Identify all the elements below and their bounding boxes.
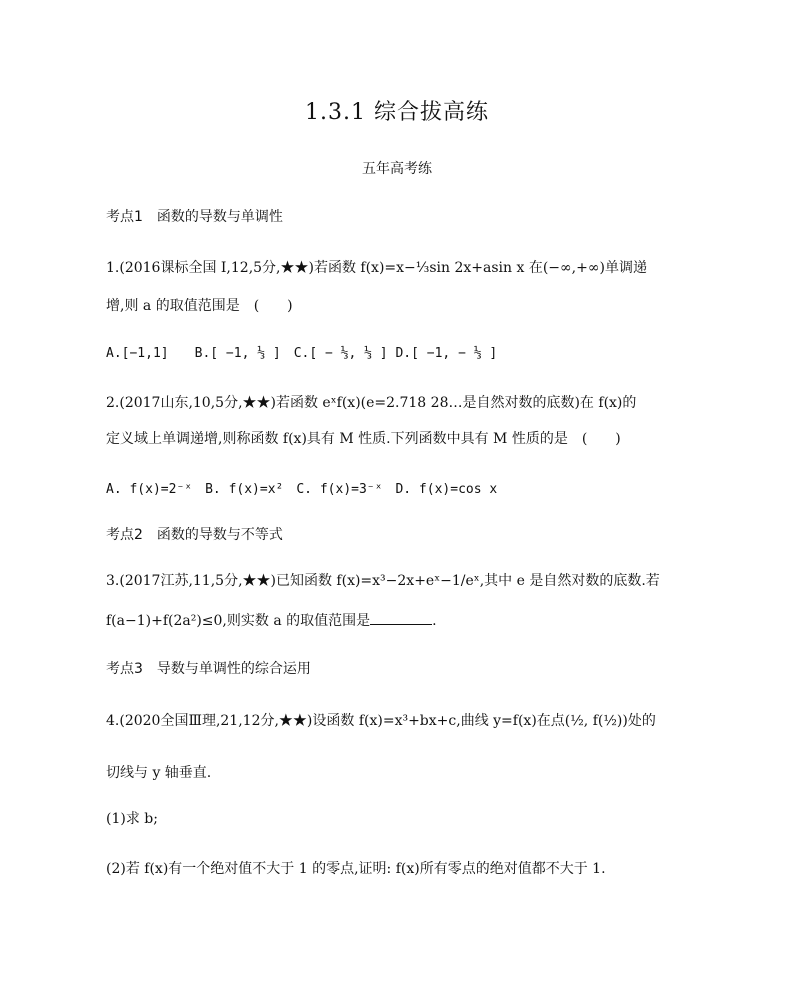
question-1-line-2: 增,则 a 的取值范围是 ( ): [106, 298, 293, 314]
question-2-options: A. f(x)=2⁻ˣ B. f(x)=x² C. f(x)=3⁻ˣ D. f(x)=cos x: [106, 482, 498, 497]
answer-blank: [370, 610, 432, 625]
question-1-options: A.[−1,1] B.[ −1, ⅓ ] C.[ − ⅓, ⅓ ] D.[ −1, − ⅓ ]: [106, 346, 498, 361]
section-heading-3: 考点3 导数与单调性的综合运用: [106, 661, 311, 677]
question-4-line-2: 切线与 y 轴垂直.: [106, 765, 212, 781]
section-heading-2: 考点2 函数的导数与不等式: [106, 527, 283, 543]
question-2-line-2: 定义域上单调递增,则称函数 f(x)具有 M 性质.下列函数中具有 M 性质的是 ( ): [106, 431, 621, 447]
question-3-line-2-end: .: [432, 613, 437, 629]
question-4-line-1: 4.(2020全国Ⅲ理,21,12分,★★)设函数 f(x)=x³+bx+c,曲线 y=f(x)在点(½, f(½))处的: [106, 713, 656, 729]
question-2-line-1: 2.(2017山东,10,5分,★★)若函数 eˣf(x)(e=2.718 28…是自然对数的底数)在 f(x)的: [106, 395, 637, 411]
question-3-line-1: 3.(2017江苏,11,5分,★★)已知函数 f(x)=x³−2x+eˣ−1/eˣ,其中 e 是自然对数的底数.若: [106, 573, 660, 589]
page-subtitle: 五年高考练: [362, 161, 432, 177]
question-4-part-2: (2)若 f(x)有一个绝对值不大于 1 的零点,证明: f(x)所有零点的绝对值都不大于 1.: [106, 861, 606, 877]
question-4-part-1: (1)求 b;: [106, 811, 158, 827]
page-title: 1.3.1 综合拔高练: [305, 100, 489, 125]
question-3-line-2-text: f(a−1)+f(2a²)≤0,则实数 a 的取值范围是: [106, 613, 371, 629]
question-3-line-2: [106, 610, 437, 630]
question-1-line-1: 1.(2016课标全国 I,12,5分,★★)若函数 f(x)=x−⅓sin 2x+asin x 在(−∞,+∞)单调递: [106, 260, 647, 276]
section-heading-1: 考点1 函数的导数与单调性: [106, 209, 283, 225]
